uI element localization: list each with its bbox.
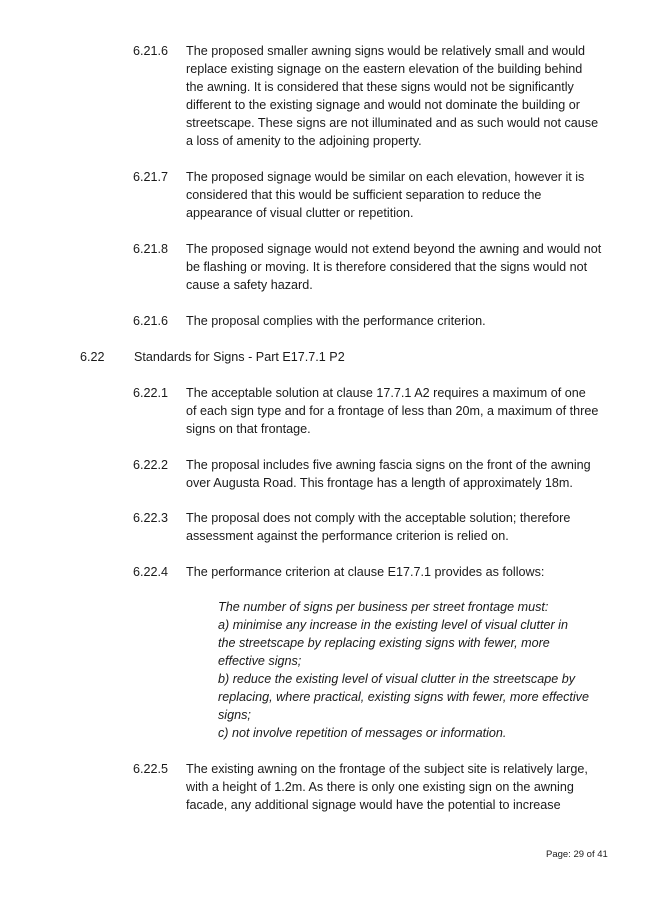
paragraph-number: 6.21.7 bbox=[133, 170, 169, 184]
text-line: The proposed smaller awning signs would be relatively small and would bbox=[186, 44, 586, 58]
text-line: a loss of amenity to the adjoining property. bbox=[186, 134, 422, 148]
text-line: assessment against the performance criterion is relied on. bbox=[186, 529, 509, 543]
paragraph-number: 6.21.8 bbox=[133, 242, 169, 256]
paragraph-text bbox=[186, 42, 598, 150]
text-line: considered that this would be sufficient separation to reduce the bbox=[186, 188, 542, 202]
text-line: cause a safety hazard. bbox=[186, 278, 313, 292]
text-line: The proposed signage would be similar on each elevation, however it is bbox=[186, 170, 585, 184]
paragraph-6-21-6-conclusion bbox=[133, 312, 613, 330]
quote-line: The number of signs per business per street frontage must: bbox=[218, 600, 549, 614]
section-number: 6.22 bbox=[80, 350, 105, 364]
paragraph-text bbox=[186, 760, 588, 814]
text-line: appearance of visual clutter or repetition. bbox=[186, 206, 414, 220]
page-number-footer: Page: 29 of 41 bbox=[546, 849, 608, 860]
quote-line: b) reduce the existing level of visual clutter in the streetscape by bbox=[218, 672, 576, 686]
paragraph-6-22-1 bbox=[133, 384, 613, 438]
paragraph-6-22-5 bbox=[133, 760, 613, 814]
quote-line: a) minimise any increase in the existing level of visual clutter in bbox=[218, 618, 568, 632]
text-line: The performance criterion at clause E17.7.1 provides as follows: bbox=[186, 565, 545, 579]
text-line: The proposal includes five awning fascia signs on the front of the awning bbox=[186, 458, 591, 472]
paragraph-text bbox=[186, 240, 601, 294]
paragraph-number: 6.21.6 bbox=[133, 44, 169, 58]
quote-line: replacing, where practical, existing signs with fewer, more effective bbox=[218, 690, 589, 704]
text-line: Standards for Signs - Part E17.7.1 P2 bbox=[134, 350, 345, 364]
paragraph-6-21-8 bbox=[133, 240, 613, 294]
paragraph-6-22-3 bbox=[133, 509, 613, 545]
paragraph-text bbox=[186, 312, 486, 330]
paragraph-text bbox=[186, 563, 544, 581]
text-line: The proposal does not comply with the acceptable solution; therefore bbox=[186, 511, 571, 525]
text-line: signs on that frontage. bbox=[186, 422, 311, 436]
text-line: different to the existing signage and would not dominate the building or bbox=[186, 98, 580, 112]
paragraph-text bbox=[186, 456, 591, 492]
text-line: The proposal complies with the performance criterion. bbox=[186, 314, 486, 328]
paragraph-text bbox=[186, 168, 584, 222]
paragraph-6-22-2 bbox=[133, 456, 613, 492]
quote-line: effective signs; bbox=[218, 654, 302, 668]
paragraph-text bbox=[186, 509, 570, 545]
quote-line: signs; bbox=[218, 708, 251, 722]
text-line: replace existing signage on the eastern elevation of the building behind bbox=[186, 62, 583, 76]
text-line: of each sign type and for a frontage of less than 20m, a maximum of three bbox=[186, 404, 599, 418]
paragraph-6-21-6 bbox=[133, 42, 613, 150]
text-line: with a height of 1.2m. As there is only one existing sign on the awning bbox=[186, 780, 574, 794]
text-line: be flashing or moving. It is therefore considered that the signs would not bbox=[186, 260, 588, 274]
paragraph-number: 6.22.5 bbox=[133, 762, 169, 776]
section-title bbox=[134, 348, 345, 366]
text-line: The existing awning on the frontage of the subject site is relatively large, bbox=[186, 762, 588, 776]
text-line: The acceptable solution at clause 17.7.1 A2 requires a maximum of one bbox=[186, 386, 586, 400]
performance-criterion-quote bbox=[218, 598, 589, 742]
text-line: facade, any additional signage would have the potential to increase bbox=[186, 798, 561, 812]
paragraph-number: 6.22.3 bbox=[133, 511, 169, 525]
text-line: the awning. It is considered that these signs would not be significantly bbox=[186, 80, 574, 94]
quote-line: the streetscape by replacing existing signs with fewer, more bbox=[218, 636, 550, 650]
text-line: over Augusta Road. This frontage has a length of approximately 18m. bbox=[186, 476, 573, 490]
paragraph-6-22-4 bbox=[133, 563, 613, 581]
paragraph-text bbox=[186, 384, 598, 438]
section-heading-6-22 bbox=[80, 348, 560, 366]
text-line: streetscape. These signs are not illuminated and as such would not cause bbox=[186, 116, 599, 130]
text-line: The proposed signage would not extend beyond the awning and would not bbox=[186, 242, 602, 256]
paragraph-number: 6.21.6 bbox=[133, 314, 169, 328]
paragraph-number: 6.22.2 bbox=[133, 458, 169, 472]
quote-line: c) not involve repetition of messages or information. bbox=[218, 726, 507, 740]
paragraph-number: 6.22.4 bbox=[133, 565, 169, 579]
paragraph-number: 6.22.1 bbox=[133, 386, 169, 400]
paragraph-6-21-7 bbox=[133, 168, 613, 222]
